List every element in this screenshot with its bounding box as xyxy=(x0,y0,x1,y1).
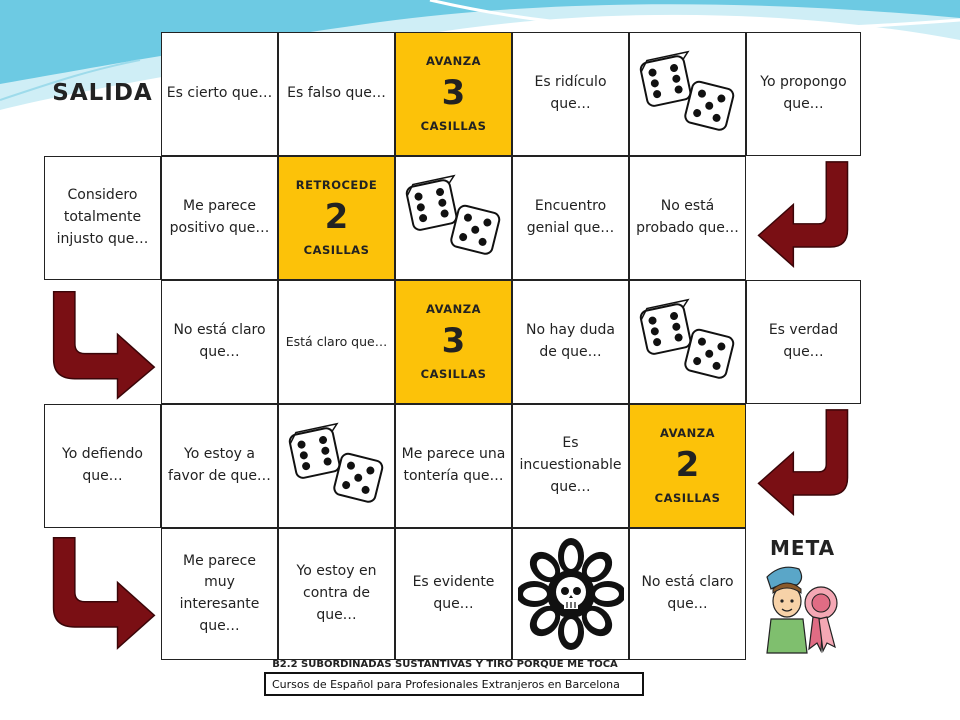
arrow-icon xyxy=(749,406,859,526)
square-text: Es ridículo que… xyxy=(534,74,607,112)
dice-icon xyxy=(638,297,738,387)
square-text: Encuentro genial que… xyxy=(526,198,615,236)
square-text: Me parece una tontería que… xyxy=(401,446,506,484)
arrow-cell-4-7 xyxy=(746,404,861,528)
square-text: Está claro que… xyxy=(285,334,388,350)
square-text: Es verdad que… xyxy=(768,322,839,360)
arrow-icon xyxy=(749,158,859,278)
board-square-5-6[interactable] xyxy=(629,528,746,660)
square-text: Me parece muy interesante que… xyxy=(179,552,260,634)
start-cell[interactable] xyxy=(44,32,161,156)
square-text: Es cierto que… xyxy=(166,85,273,102)
dice-square-4-3[interactable] xyxy=(278,404,395,528)
arrow-cell-2-7 xyxy=(746,156,861,280)
board-square-3-2[interactable] xyxy=(161,280,278,404)
advance-square-4-6[interactable] xyxy=(629,404,746,528)
game-board xyxy=(44,32,861,660)
board-square-4-4[interactable] xyxy=(395,404,512,528)
square-text: Yo propongo que… xyxy=(760,74,847,112)
credit-text: Cursos de Español para Profesionales Extranjeros en Barcelona xyxy=(272,677,620,691)
square-text: Yo estoy en contra de que… xyxy=(296,563,377,623)
board-square-2-2[interactable] xyxy=(161,156,278,280)
dice-square-3-6[interactable] xyxy=(629,280,746,404)
square-text: No está probado que… xyxy=(636,198,739,236)
square-text: No está claro que… xyxy=(173,322,266,360)
worksheet-title: B2.2 SUBORDINADAS SUSTANTIVAS Y TIRO PORQUE ME TOCA xyxy=(272,659,618,670)
action-label: AVANZA xyxy=(425,301,481,316)
action-number: 3 xyxy=(441,73,466,114)
dice-square-1-6[interactable] xyxy=(629,32,746,156)
board-square-5-2[interactable] xyxy=(161,528,278,660)
dice-icon xyxy=(638,49,738,139)
action-unit: CASILLAS xyxy=(420,366,487,381)
board-square-2-1[interactable] xyxy=(44,156,161,280)
square-text: No hay duda de que… xyxy=(526,322,615,360)
square-text: No está claro que… xyxy=(641,574,734,612)
advance-square-3-4[interactable] xyxy=(395,280,512,404)
arrow-cell-3-1 xyxy=(44,280,161,404)
skull-square-5-5[interactable] xyxy=(512,528,629,660)
board-square-3-3[interactable] xyxy=(278,280,395,404)
square-text: Es falso que… xyxy=(287,85,386,102)
action-unit: CASILLAS xyxy=(303,242,370,257)
credit-box xyxy=(264,672,644,696)
board-square-5-3[interactable] xyxy=(278,528,395,660)
board-square-1-3[interactable] xyxy=(278,32,395,156)
dice-square-2-4[interactable] xyxy=(395,156,512,280)
board-square-2-5[interactable] xyxy=(512,156,629,280)
board-square-3-5[interactable] xyxy=(512,280,629,404)
board-square-1-5[interactable] xyxy=(512,32,629,156)
start-label: SALIDA xyxy=(52,80,153,107)
board-square-4-1[interactable] xyxy=(44,404,161,528)
dice-icon xyxy=(287,421,387,511)
square-text: Es incuestionable que… xyxy=(519,435,622,495)
board-square-4-2[interactable] xyxy=(161,404,278,528)
dice-icon xyxy=(404,173,504,263)
action-number: 3 xyxy=(441,321,466,362)
arrow-icon xyxy=(44,282,161,402)
board-square-5-4[interactable] xyxy=(395,528,512,660)
skull-flower-icon xyxy=(518,536,624,652)
action-number: 2 xyxy=(675,445,700,486)
retreat-square-2-3[interactable] xyxy=(278,156,395,280)
medal-person-icon xyxy=(759,559,849,655)
action-number: 2 xyxy=(324,197,349,238)
board-square-4-5[interactable] xyxy=(512,404,629,528)
board-square-1-2[interactable] xyxy=(161,32,278,156)
action-label: RETROCEDE xyxy=(295,177,378,192)
square-text: Me parece positivo que… xyxy=(169,198,270,236)
board-square-3-7[interactable] xyxy=(746,280,861,404)
action-unit: CASILLAS xyxy=(654,490,721,505)
finish-label: META xyxy=(770,536,836,560)
square-text: Considero totalmente injusto que… xyxy=(56,187,149,247)
square-text: Yo estoy a favor de que… xyxy=(168,446,271,484)
board-square-1-7[interactable] xyxy=(746,32,861,156)
arrow-cell-5-1 xyxy=(44,528,161,660)
action-label: AVANZA xyxy=(659,425,715,440)
arrow-icon xyxy=(44,530,161,658)
action-unit: CASILLAS xyxy=(420,118,487,133)
square-text: Yo defiendo que… xyxy=(62,446,143,484)
square-text: Es evidente que… xyxy=(412,574,495,612)
board-square-2-6[interactable] xyxy=(629,156,746,280)
action-label: AVANZA xyxy=(425,53,481,68)
advance-square-1-4[interactable] xyxy=(395,32,512,156)
